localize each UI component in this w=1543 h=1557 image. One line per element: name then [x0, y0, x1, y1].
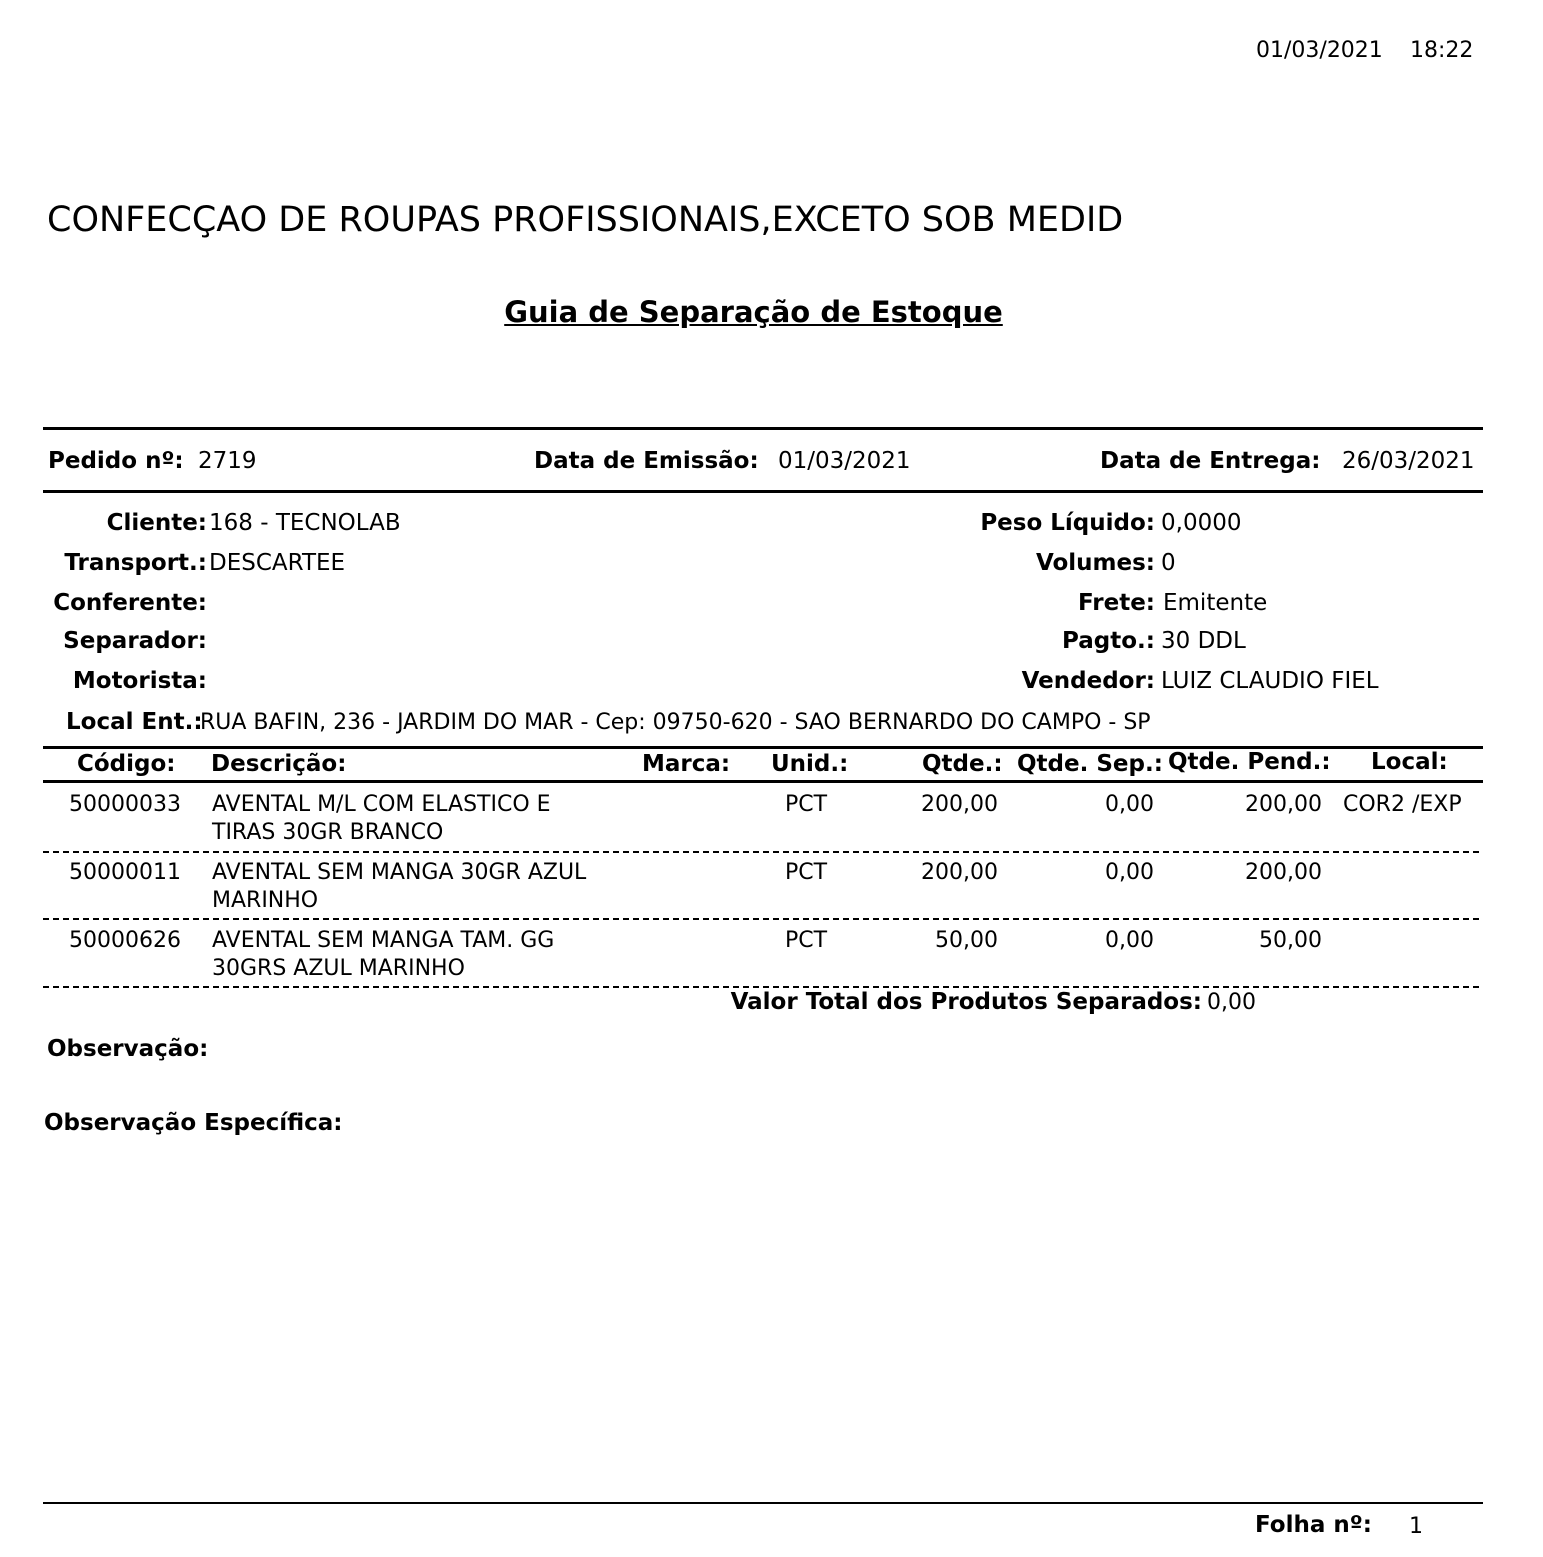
cliente-value: 168 - TECNOLAB [209, 510, 401, 536]
volumes-label: Volumes: [1035, 550, 1155, 576]
total-value: 0,00 [1207, 990, 1256, 1015]
row-qtde-sep: 0,00 [1105, 792, 1154, 817]
row-descricao-line1: AVENTAL M/L COM ELASTICO E [212, 792, 551, 817]
frete-value: Emitente [1163, 590, 1268, 616]
pagto-value: 30 DDL [1161, 628, 1246, 654]
volumes-value: 0 [1161, 550, 1176, 576]
print-time: 18:22 [1410, 38, 1474, 63]
row-codigo: 50000626 [69, 928, 181, 953]
row-descricao-line2: 30GRS AZUL MARINHO [212, 956, 465, 981]
table-header-line [43, 780, 1483, 783]
col-header-unid: Unid.: [771, 751, 849, 777]
row-codigo: 50000033 [69, 792, 181, 817]
row-local: COR2 /EXP [1343, 792, 1462, 817]
footer-line [43, 1502, 1483, 1504]
observacao-label: Observação: [47, 1036, 209, 1062]
order-bottom-line [43, 490, 1483, 493]
cliente-label: Cliente: [106, 510, 207, 536]
entrega-label: Data de Entrega: [1100, 448, 1321, 474]
row-codigo: 50000011 [69, 860, 181, 885]
row-qtde-pend: 200,00 [1245, 792, 1322, 817]
folha-value: 1 [1409, 1514, 1423, 1539]
vendedor-label: Vendedor: [1021, 668, 1155, 694]
row-qtde: 200,00 [921, 792, 998, 817]
vendedor-value: LUIZ CLAUDIO FIEL [1161, 668, 1379, 694]
row-descricao-line2: TIRAS 30GR BRANCO [212, 820, 444, 845]
emissao-label: Data de Emissão: [534, 448, 759, 474]
company-name: CONFECÇAO DE ROUPAS PROFISSIONAIS,EXCETO SOB MEDID [47, 200, 1124, 240]
row-descricao-line2: MARINHO [212, 888, 319, 913]
row-descricao-line1: AVENTAL SEM MANGA TAM. GG [212, 928, 555, 953]
col-header-marca: Marca: [642, 751, 731, 777]
row-divider [43, 986, 1479, 988]
row-descricao-line1: AVENTAL SEM MANGA 30GR AZUL [212, 860, 587, 885]
row-qtde-sep: 0,00 [1105, 928, 1154, 953]
pagto-label: Pagto.: [1062, 628, 1155, 654]
pedido-label: Pedido nº: [48, 448, 184, 474]
emissao-value: 01/03/2021 [778, 448, 911, 474]
local-ent-label: Local Ent.: [66, 709, 203, 735]
local-ent-value: RUA BAFIN, 236 - JARDIM DO MAR - Cep: 09750-620 - SAO BERNARDO DO CAMPO - SP [200, 710, 1151, 735]
row-divider [43, 918, 1479, 920]
observacao-especifica-label: Observação Específica: [44, 1110, 343, 1136]
col-header-qtde-pend: Qtde. Pend.: [1168, 749, 1331, 775]
order-top-line [43, 427, 1483, 430]
total-label: Valor Total dos Produtos Separados: [730, 989, 1202, 1015]
conferente-label: Conferente: [53, 590, 207, 616]
row-qtde-pend: 200,00 [1245, 860, 1322, 885]
page-title: Guia de Separação de Estoque [504, 295, 1003, 329]
separador-label: Separador: [63, 628, 207, 654]
pedido-value: 2719 [198, 448, 257, 474]
row-unid: PCT [785, 928, 828, 953]
row-qtde: 50,00 [935, 928, 998, 953]
print-date: 01/03/2021 [1256, 38, 1383, 63]
peso-label: Peso Líquido: [980, 510, 1155, 536]
row-qtde-pend: 50,00 [1259, 928, 1322, 953]
peso-value: 0,0000 [1161, 510, 1242, 536]
frete-label: Frete: [1078, 590, 1155, 616]
col-header-qtde: Qtde.: [922, 751, 1003, 777]
entrega-value: 26/03/2021 [1342, 448, 1475, 474]
motorista-label: Motorista: [72, 668, 207, 694]
col-header-codigo: Código: [77, 751, 176, 777]
col-header-qtde-sep: Qtde. Sep.: [1017, 751, 1163, 777]
col-header-local: Local: [1371, 749, 1448, 775]
row-qtde-sep: 0,00 [1105, 860, 1154, 885]
col-header-descricao: Descrição: [211, 751, 347, 777]
transport-value: DESCARTEE [209, 550, 346, 576]
row-qtde: 200,00 [921, 860, 998, 885]
row-unid: PCT [785, 792, 828, 817]
row-divider [43, 851, 1479, 853]
row-unid: PCT [785, 860, 828, 885]
transport-label: Transport.: [64, 550, 207, 576]
folha-label: Folha nº: [1255, 1512, 1372, 1538]
